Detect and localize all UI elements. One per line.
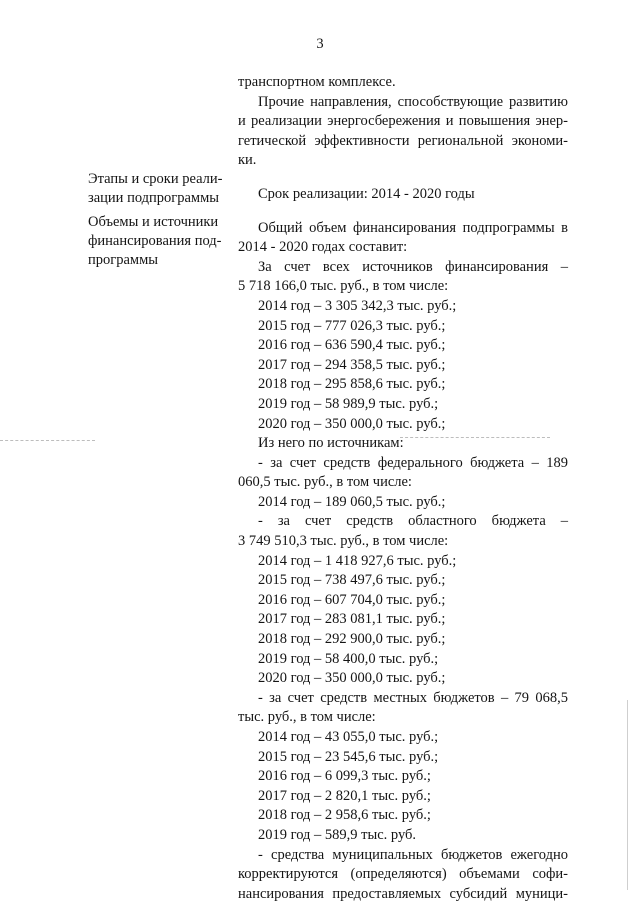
year-line: 2018 год – 295 858,6 тыс. руб.; (258, 376, 446, 393)
funding-line: 060,5 тыс. руб., в том числе: (238, 474, 412, 491)
intro-line: ки. (238, 152, 257, 169)
funding-label-line: Объемы и источники (88, 214, 219, 230)
funding-line: Общий объем финансирования подпрограммы в (258, 219, 568, 236)
year-line: 2019 год – 589,9 тыс. руб. (258, 826, 417, 843)
stages-label-line: зации подпрограммы (88, 190, 220, 206)
intro-line: Прочие направления, способствующие развитию (258, 93, 568, 110)
year-line: 2016 год – 607 704,0 тыс. руб.; (258, 591, 446, 608)
year-line: 2015 год – 777 026,3 тыс. руб.; (258, 317, 446, 334)
funding-line: 3 749 510,3 тыс. руб., в том числе: (238, 533, 449, 550)
funding-line: корректируются (определяются) объемами софи- (238, 866, 568, 883)
funding-label (88, 213, 238, 270)
year-line: 2017 год – 2 820,1 тыс. руб.; (258, 787, 431, 804)
funding-line: тыс. руб., в том числе: (238, 709, 376, 726)
content-column (238, 73, 568, 904)
year-line: 2017 год – 283 081,1 тыс. руб.; (258, 611, 446, 628)
year-line: 2014 год – 3 305 342,3 тыс. руб.; (258, 297, 457, 314)
scan-edge-line (627, 700, 628, 890)
year-line: 2015 год – 23 545,6 тыс. руб.; (258, 748, 439, 765)
year-line: 2018 год – 292 900,0 тыс. руб.; (258, 631, 446, 648)
funding-line: - за счет средств местных бюджетов – 79 068,5 (258, 689, 568, 706)
funding-label-line: финансирования под- (88, 233, 222, 249)
year-line: 2018 год – 2 958,6 тыс. руб.; (258, 807, 431, 824)
funding-line: 5 718 166,0 тыс. руб., в том числе: (238, 278, 449, 295)
year-line: 2020 год – 350 000,0 тыс. руб.; (258, 670, 446, 687)
year-line: 2015 год – 738 497,6 тыс. руб.; (258, 572, 446, 589)
year-line: 2014 год – 43 055,0 тыс. руб.; (258, 729, 439, 745)
stages-label (88, 170, 238, 208)
funding-line: За счет всех источников финансирования – (258, 258, 568, 275)
stages-value: Срок реализации: 2014 - 2020 годы (258, 185, 475, 202)
page-number: 3 (316, 36, 324, 52)
intro-line: гетической эффективности региональной экономи- (238, 132, 568, 149)
year-line: 2016 год – 6 099,3 тыс. руб.; (258, 768, 431, 785)
year-line: 2019 год – 58 400,0 тыс. руб.; (258, 650, 439, 667)
funding-line: - за счет средств федерального бюджета – 189 (258, 454, 568, 471)
scan-artifact-line (400, 437, 550, 438)
funding-line: - за счет средств областного бюджета – (258, 513, 568, 530)
year-line: 2014 год – 1 418 927,6 тыс. руб.; (258, 552, 457, 569)
funding-line: 2014 - 2020 годах составит: (238, 239, 408, 256)
year-line: 2017 год – 294 358,5 тыс. руб.; (258, 356, 446, 373)
scan-artifact-line (0, 440, 95, 441)
intro-line: и реализации энергосбережения и повышения энер- (238, 113, 568, 130)
funding-line: Из него по источникам: (258, 435, 404, 452)
year-line: 2014 год – 189 060,5 тыс. руб.; (258, 493, 446, 510)
funding-label-line: программы (88, 252, 158, 268)
stages-label-line: Этапы и сроки реали- (88, 171, 223, 187)
year-line: 2019 год – 58 989,9 тыс. руб.; (258, 395, 439, 412)
year-line: 2016 год – 636 590,4 тыс. руб.; (258, 337, 446, 354)
funding-line: - средства муниципальных бюджетов ежегодно (258, 846, 568, 863)
funding-line: нансирования предоставляемых субсидий муници- (238, 885, 568, 902)
intro-line: транспортном комплексе. (238, 74, 396, 90)
year-line: 2020 год – 350 000,0 тыс. руб.; (258, 415, 446, 432)
